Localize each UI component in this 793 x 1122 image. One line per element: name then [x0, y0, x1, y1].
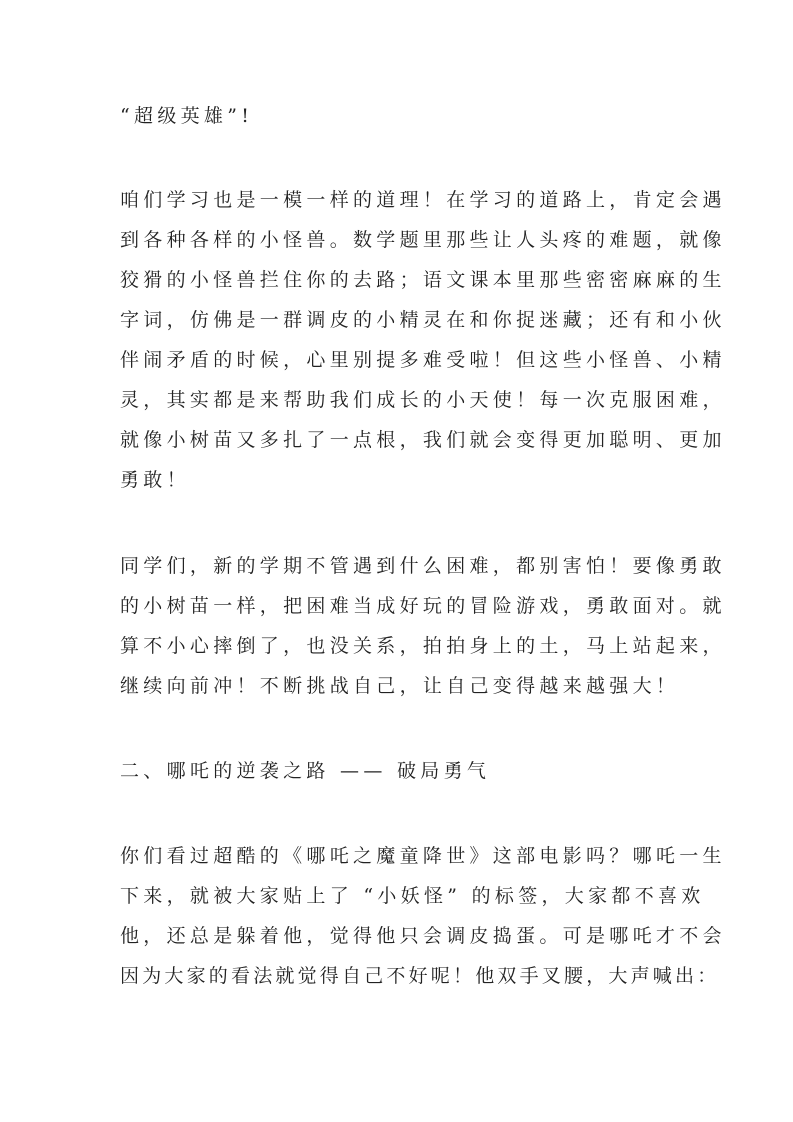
paragraph-learning-line-5: 伴闹矛盾的时候，心里别提多难受啦！但这些小怪兽、小精 [120, 349, 726, 371]
text-line-superhero-end: “超级英雄”! [120, 105, 254, 127]
paragraph-encourage-line-4: 继续向前冲！不断挑战自己，让自己变得越来越强大！ [120, 675, 680, 697]
paragraph-nezha-line-4: 因为大家的看法就觉得自己不好呢！他双手叉腰，大声喊出： [120, 965, 720, 987]
paragraph-nezha-line-3: 他，还总是躲着他，觉得他只会调皮捣蛋。可是哪吒才不会 [120, 925, 726, 947]
section-heading-nezha: 二、哪吒的逆袭之路 —— 破局勇气 [120, 760, 491, 782]
paragraph-encourage-line-3: 算不小心摔倒了，也没关系，拍拍身上的土，马上站起来， [120, 635, 726, 657]
paragraph-encourage-line-1: 同学们，新的学期不管遇到什么困难，都别害怕！要像勇敢 [120, 555, 726, 577]
paragraph-learning-line-7: 就像小树苗又多扎了一点根，我们就会变得更加聪明、更加 [120, 429, 726, 451]
paragraph-nezha-line-1: 你们看过超酷的《哪吒之魔童降世》这部电影吗？哪吒一生 [120, 845, 726, 867]
paragraph-learning-line-8: 勇敢！ [120, 469, 190, 491]
paragraph-nezha-line-2: 下来，就被大家贴上了 “小妖怪” 的标签，大家都不喜欢 [120, 885, 705, 907]
paragraph-learning-line-6: 灵，其实都是来帮助我们成长的小天使！每一次克服困难， [120, 389, 726, 411]
paragraph-learning-line-3: 狡猾的小怪兽拦住你的去路；语文课本里那些密密麻麻的生 [120, 269, 726, 291]
paragraph-learning-line-4: 字词，仿佛是一群调皮的小精灵在和你捉迷藏；还有和小伙 [120, 309, 726, 331]
paragraph-learning-line-1: 咱们学习也是一模一样的道理！在学习的道路上，肯定会遇 [120, 189, 726, 211]
paragraph-encourage-line-2: 的小树苗一样，把困难当成好玩的冒险游戏，勇敢面对。就 [120, 595, 726, 617]
paragraph-learning-line-2: 到各种各样的小怪兽。数学题里那些让人头疼的难题，就像 [120, 229, 726, 251]
